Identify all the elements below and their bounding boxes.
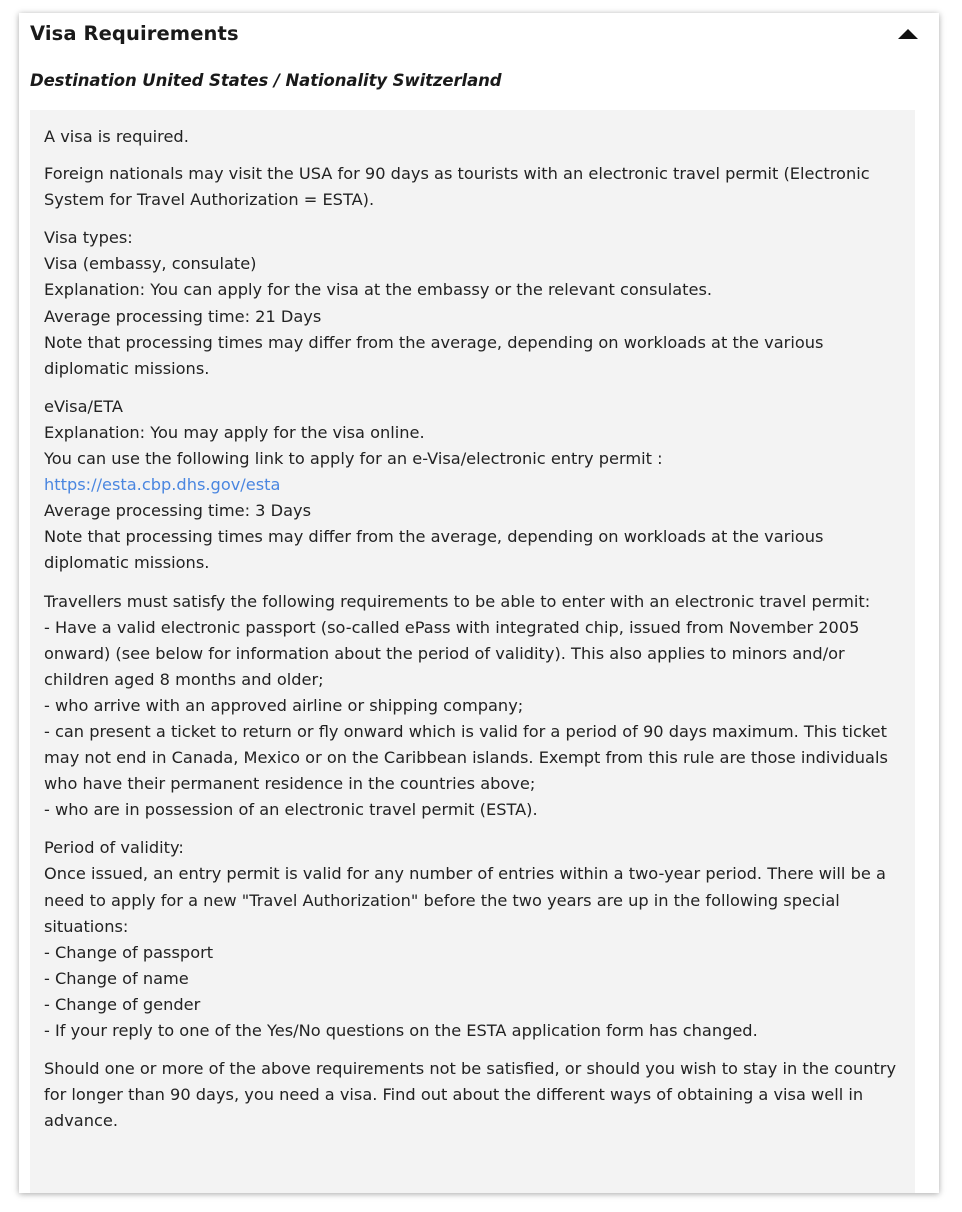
- visa-required-text: A visa is required.: [44, 127, 189, 146]
- validity-item: - Change of name: [44, 968, 189, 988]
- validity-text: Once issued, an entry permit is valid for any number of entries within a two-year period. There will be a need to apply for a new "Travel Authorization" before the two years are up in the following special situations:: [44, 864, 886, 936]
- visa-type-note: Note that processing times may differ from the average, depending on workloads at the various diplomatic missions.: [44, 332, 824, 378]
- validity-item: - If your reply to one of the Yes/No questions on the ESTA application form has changed.: [44, 1021, 758, 1040]
- evisa-note: Note that processing times may differ from the average, depending on workloads at the various diplomatic missions.: [44, 527, 824, 573]
- closing-text: Should one or more of the above requirements not be satisfied, or should you wish to stay in the country for longer than 90 days, you need a visa. Find out about the different ways of obtaining a visa well in advance.: [44, 1059, 897, 1131]
- visa-types-heading: Visa types:: [44, 228, 133, 248]
- evisa-processing-time: Average processing time: 3 Days: [44, 501, 312, 521]
- evisa-link-intro: You can use the following link to apply for an e-Visa/electronic entry permit :: [44, 449, 663, 469]
- panel-header[interactable]: [19, 13, 939, 57]
- visa-type-explanation: Explanation: You can apply for the visa at the embassy or the relevant consulates.: [44, 280, 713, 300]
- evisa-section: [44, 394, 905, 577]
- evisa-name: eVisa/ETA: [44, 396, 123, 416]
- requirement-item: - who arrive with an approved airline or shipping company;: [44, 695, 524, 715]
- panel-title: Visa Requirements: [30, 22, 239, 45]
- esta-intro-text: Foreign nationals may visit the USA for 90 days as tourists with an electronic travel permit (Electronic System for Travel Authorization = ESTA).: [44, 164, 870, 210]
- requirements-intro: Travellers must satisfy the following requirements to be able to enter with an electronic travel permit:: [44, 591, 871, 611]
- visa-types-section: [44, 225, 905, 382]
- requirement-item: - Have a valid electronic passport (so-called ePass with integrated chip, issued from November 2005 onward) (see below for information about the period of validity). This also applies to minors and/or children aged 8 months and older;: [44, 617, 860, 689]
- validity-item: - Change of passport: [44, 942, 214, 962]
- visa-type-processing-time: Average processing time: 21 Days: [44, 306, 322, 326]
- requirement-item: - can present a ticket to return or fly onward which is valid for a period of 90 days maximum. This ticket may not end in Canada, Mexico or on the Caribbean islands. Exempt from this rule are those individuals who have their permanent residence in the countries above;: [44, 721, 888, 794]
- visa-type-name: Visa (embassy, consulate): [44, 254, 257, 274]
- evisa-explanation: Explanation: You may apply for the visa online.: [44, 422, 425, 442]
- collapse-button[interactable]: [893, 23, 923, 45]
- caret-up-icon: [893, 23, 923, 45]
- visa-requirements-panel: [19, 13, 939, 1193]
- validity-section: [44, 835, 905, 1044]
- requirements-section: [44, 589, 905, 824]
- validity-heading: Period of validity:: [44, 838, 184, 858]
- destination-nationality-subtitle: Destination United States / Nationality Switzerland: [30, 71, 502, 90]
- validity-item: - Change of gender: [44, 994, 201, 1014]
- esta-link[interactable]: https://esta.cbp.dhs.gov/esta: [44, 475, 281, 495]
- visa-info-content: [30, 110, 915, 1193]
- requirement-item: - who are in possession of an electronic travel permit (ESTA).: [44, 800, 538, 820]
